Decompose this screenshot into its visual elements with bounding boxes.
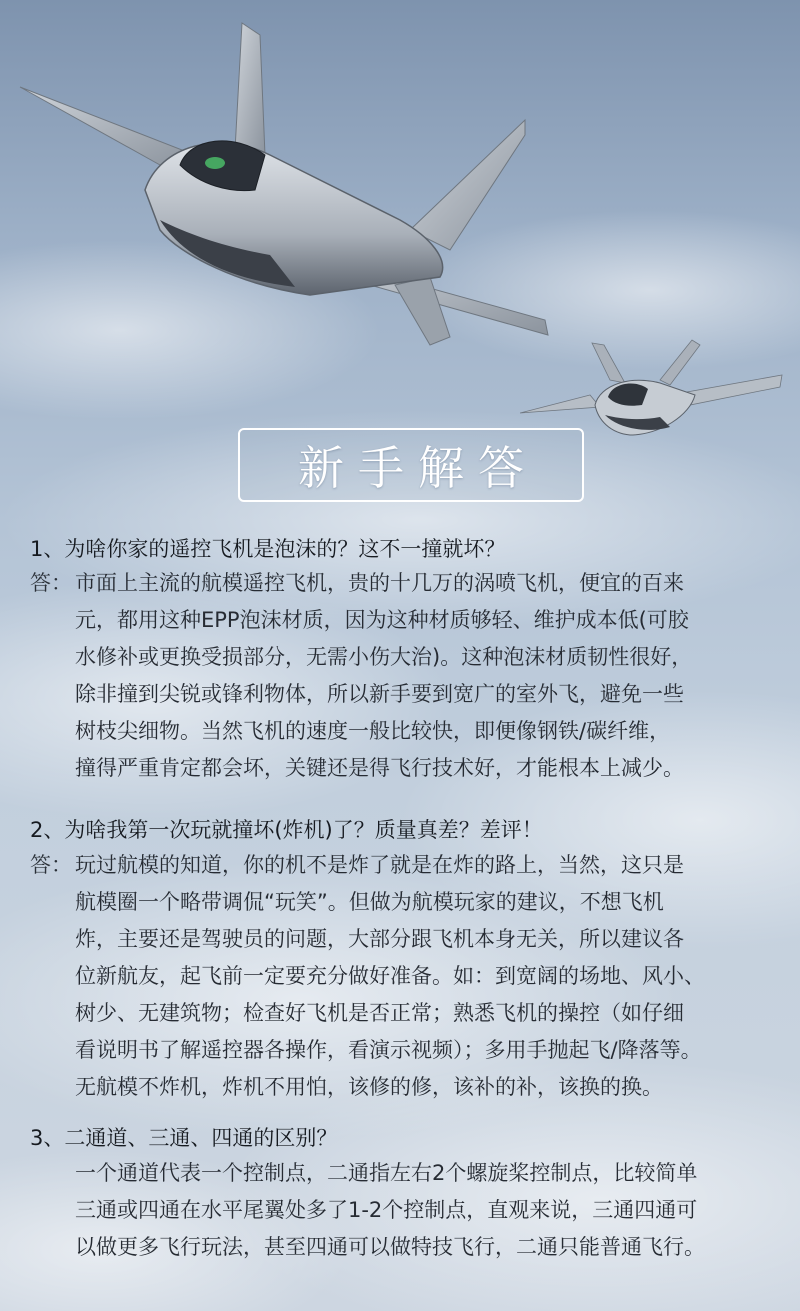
answer-line: 元，都用这种EPP泡沫材质，因为这种材质够轻、维护成本低(可胶 bbox=[75, 608, 689, 632]
answer-line: 航模圈一个略带调侃“玩笑”。但做为航模玩家的建议，不想飞机 bbox=[75, 890, 664, 914]
question-text: 1、为啥你家的遥控飞机是泡沫的？这不一撞就坏？ bbox=[30, 537, 506, 561]
answer-line: 树枝尖细物。当然飞机的速度一般比较快，即便像钢铁/碳纤维， bbox=[75, 719, 671, 743]
answer-line: 位新航友，起飞前一定要充分做好准备。如：到宽阔的场地、风小、 bbox=[75, 964, 705, 988]
answer-line: 玩过航模的知道，你的机不是炸了就是在炸的路上，当然，这只是 bbox=[75, 853, 684, 877]
answer-line: 除非撞到尖锐或锋利物体，所以新手要到宽广的室外飞，避免一些 bbox=[75, 682, 684, 706]
title-box bbox=[238, 428, 584, 502]
answer-line: 树少、无建筑物；检查好飞机是否正常；熟悉飞机的操控（如仔细 bbox=[75, 1001, 684, 1025]
question-text: 3、二通道、三通、四通的区别？ bbox=[30, 1126, 338, 1150]
answer-line: 看说明书了解遥控器各操作，看演示视频）；多用手抛起飞/降落等。 bbox=[75, 1038, 702, 1062]
answer-line: 一个通道代表一个控制点，二通指左右2个螺旋桨控制点，比较简单 bbox=[75, 1161, 698, 1185]
fighter-jet-icon bbox=[10, 15, 550, 355]
answer-line: 三通或四通在水平尾翼处多了1-2个控制点，直观来说，三通四通可 bbox=[75, 1198, 698, 1222]
answer-line: 水修补或更换受损部分，无需小伤大治)。这种泡沫材质韧性很好， bbox=[75, 645, 693, 669]
answer-line: 撞得严重肯定都会坏，关键还是得飞行技术好，才能根本上减少。 bbox=[75, 756, 684, 780]
answer-label: 答： bbox=[30, 853, 72, 877]
answer-line: 炸，主要还是驾驶员的问题，大部分跟飞机本身无关，所以建议各 bbox=[75, 927, 684, 951]
answer-label: 答： bbox=[30, 571, 72, 595]
answer-line: 无航模不炸机，炸机不用怕，该修的修，该补的补，该换的换。 bbox=[75, 1075, 663, 1099]
answer-line: 市面上主流的航模遥控飞机，贵的十几万的涡喷飞机，便宜的百来 bbox=[75, 571, 684, 595]
answer-line: 以做更多飞行玩法，甚至四通可以做特技飞行，二通只能普通飞行。 bbox=[75, 1235, 705, 1259]
page-title: 新手解答 bbox=[298, 441, 538, 495]
question-text: 2、为啥我第一次玩就撞坏(炸机)了？质量真差？差评！ bbox=[30, 818, 543, 842]
